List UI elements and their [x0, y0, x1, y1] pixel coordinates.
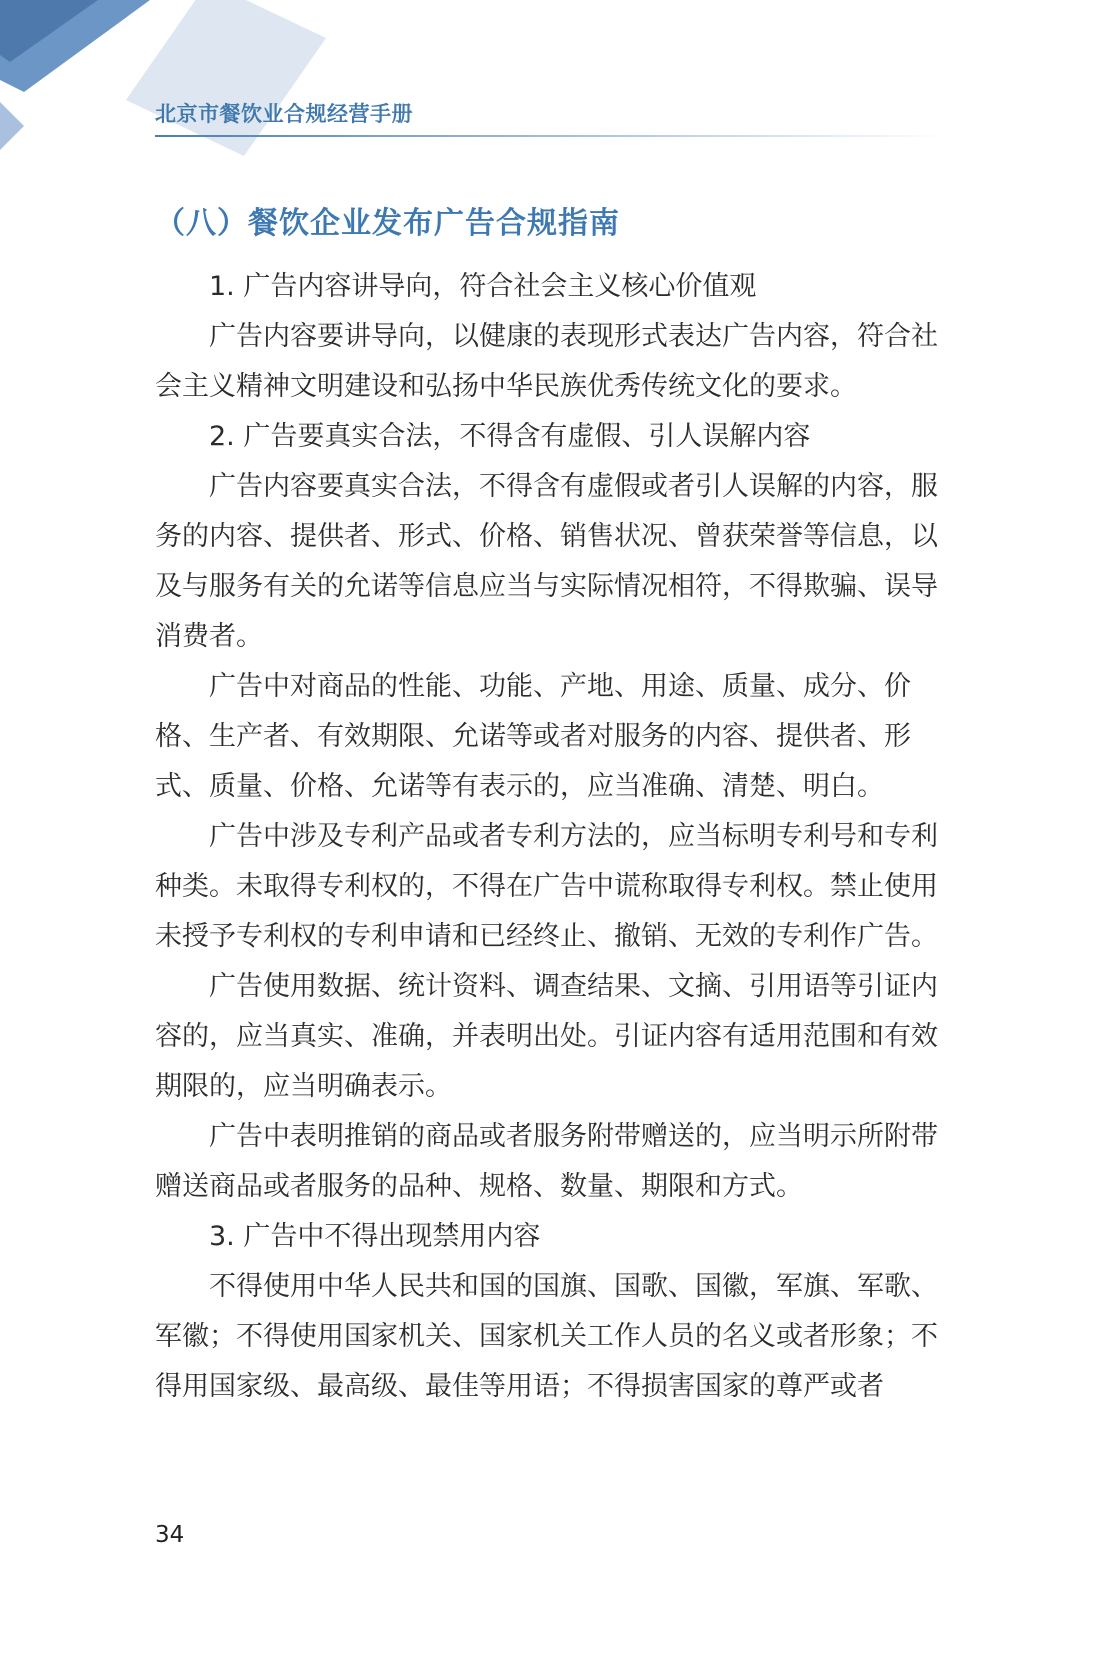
header-divider [155, 135, 945, 137]
paragraph: 广告内容要讲导向，以健康的表现形式表达广告内容，符合社会主义精神文明建设和弘扬中华民族优秀传统文化的要求。 [155, 321, 938, 402]
subheading-3: 3. 广告中不得出现禁用内容 [209, 1221, 541, 1252]
paragraph: 广告中对商品的性能、功能、产地、用途、质量、成分、价格、生产者、有效期限、允诺等或者对服务的内容、提供者、形式、质量、价格、允诺等有表示的，应当准确、清楚、明白。 [155, 671, 911, 802]
subheading-2: 2. 广告要真实合法，不得含有虚假、引人误解内容 [209, 421, 811, 452]
paragraph: 广告中涉及专利产品或者专利方法的，应当标明专利号和专利种类。未取得专利权的，不得在广告中谎称取得专利权。禁止使用未授予专利权的专利申请和已经终止、撤销、无效的专利作广告。 [155, 821, 938, 952]
small-triangle-shape [0, 102, 24, 150]
paragraph: 广告内容要真实合法，不得含有虚假或者引人误解的内容，服务的内容、提供者、形式、价格、销售状况、曾获荣誉等信息，以及与服务有关的允诺等信息应当与实际情况相符，不得欺骗、误导消费者。 [155, 471, 938, 652]
subheading-1: 1. 广告内容讲导向，符合社会主义核心价值观 [209, 271, 757, 302]
corner-decoration [0, 0, 360, 190]
light-diamond-shape [126, 0, 326, 156]
paragraph: 广告使用数据、统计资料、调查结果、文摘、引用语等引证内容的，应当真实、准确，并表明出处。引证内容有适用范围和有效期限的，应当明确表示。 [155, 971, 938, 1102]
page-number: 34 [155, 1522, 185, 1548]
paragraph: 不得使用中华人民共和国的国旗、国歌、国徽，军旗、军歌、军徽；不得使用国家机关、国家机关工作人员的名义或者形象；不得用国家级、最高级、最佳等用语；不得损害国家的尊严或者 [155, 1271, 938, 1402]
paragraph: 广告中表明推销的商品或者服务附带赠送的，应当明示所附带赠送商品或者服务的品种、规格、数量、期限和方式。 [155, 1121, 938, 1202]
body-text [155, 262, 945, 1412]
section-title: （八）餐饮企业发布广告合规指南 [155, 206, 620, 241]
running-header: 北京市餐饮业合规经营手册 [155, 102, 413, 126]
